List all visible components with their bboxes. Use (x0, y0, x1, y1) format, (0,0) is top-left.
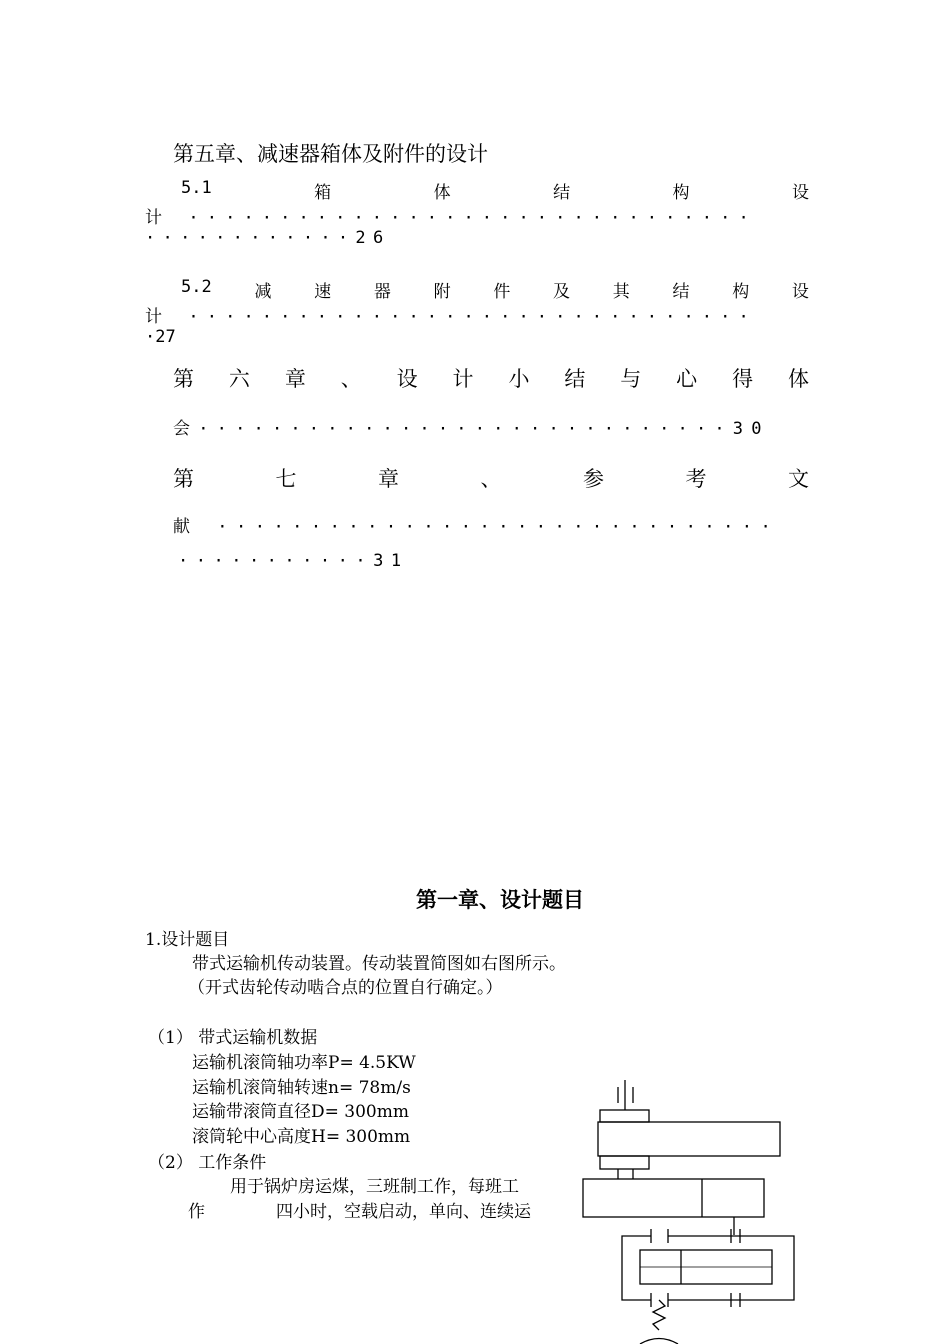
toc-section-5-2-page: ·27 (145, 327, 176, 347)
working-conditions-line2a: 作 (188, 1202, 205, 1222)
toc-section-5-1: 5.1 箱 体 结 构 设 (181, 178, 809, 203)
conveyor-data-heading: （1） 带式运输机数据 (148, 1028, 318, 1048)
conveyor-drum (598, 1122, 780, 1156)
design-topic-note: （开式齿轮传动啮合点的位置自行确定。） (188, 978, 503, 998)
toc-chapter7-page: ···········31 (178, 551, 409, 571)
chapter1-title: 第一章、设计题目 (416, 888, 584, 912)
working-conditions-line1: 用于锅炉房运煤，三班制工作，每班工 (230, 1177, 519, 1197)
design-topic-description: 带式运输机传动装置。传动装置简图如右图所示。 (192, 954, 566, 974)
toc-section-5-2-leader: 计 ······························· (145, 307, 757, 327)
motor (640, 1339, 678, 1344)
bottom-gear-hub (600, 1156, 649, 1169)
drum-diameter: 运输带滚筒直径D= 300mm (192, 1102, 409, 1122)
toc-chapter7-leader: 献 ······························ (173, 517, 780, 537)
toc-chapter5-title: 第五章、减速器箱体及附件的设计 (173, 142, 488, 166)
drum-shaft-top (618, 1080, 633, 1110)
toc-section-5-2: 5.2 减 速 器 附 件 及 其 结 构 设 (181, 277, 809, 302)
drum-shaft-power: 运输机滚筒轴功率P= 4.5KW (192, 1053, 416, 1073)
coupling-spring (653, 1300, 665, 1330)
toc-section-5-1-page: ············26 (145, 228, 391, 248)
reducer-housing (622, 1229, 794, 1307)
working-conditions-line2b: 四小时，空载启动，单向、连续运 (276, 1202, 531, 1222)
working-conditions-heading: （2） 工作条件 (148, 1153, 267, 1173)
design-topic-heading: 1.设计题目 (145, 930, 230, 950)
toc-chapter7: 第 七 章 、 参 考 文 (173, 467, 809, 491)
toc-section-5-2-number: 5.2 (181, 277, 212, 297)
toc-chapter6: 第 六 章 、 设 计 小 结 与 心 得 体 (173, 367, 809, 391)
open-gear-pair (583, 1179, 764, 1217)
drum-shaft-speed: 运输机滚筒轴转速n= 78m/s (192, 1078, 411, 1098)
drum-center-height: 滚筒轮中心高度H= 300mm (192, 1127, 411, 1147)
toc-section-5-1-number: 5.1 (181, 178, 212, 198)
toc-section-5-1-leader: 计 ······························· (145, 208, 757, 228)
transmission-diagram (570, 1075, 800, 1344)
top-gear-hub (600, 1110, 649, 1122)
toc-chapter6-leader: 会·····························30 (173, 419, 770, 439)
